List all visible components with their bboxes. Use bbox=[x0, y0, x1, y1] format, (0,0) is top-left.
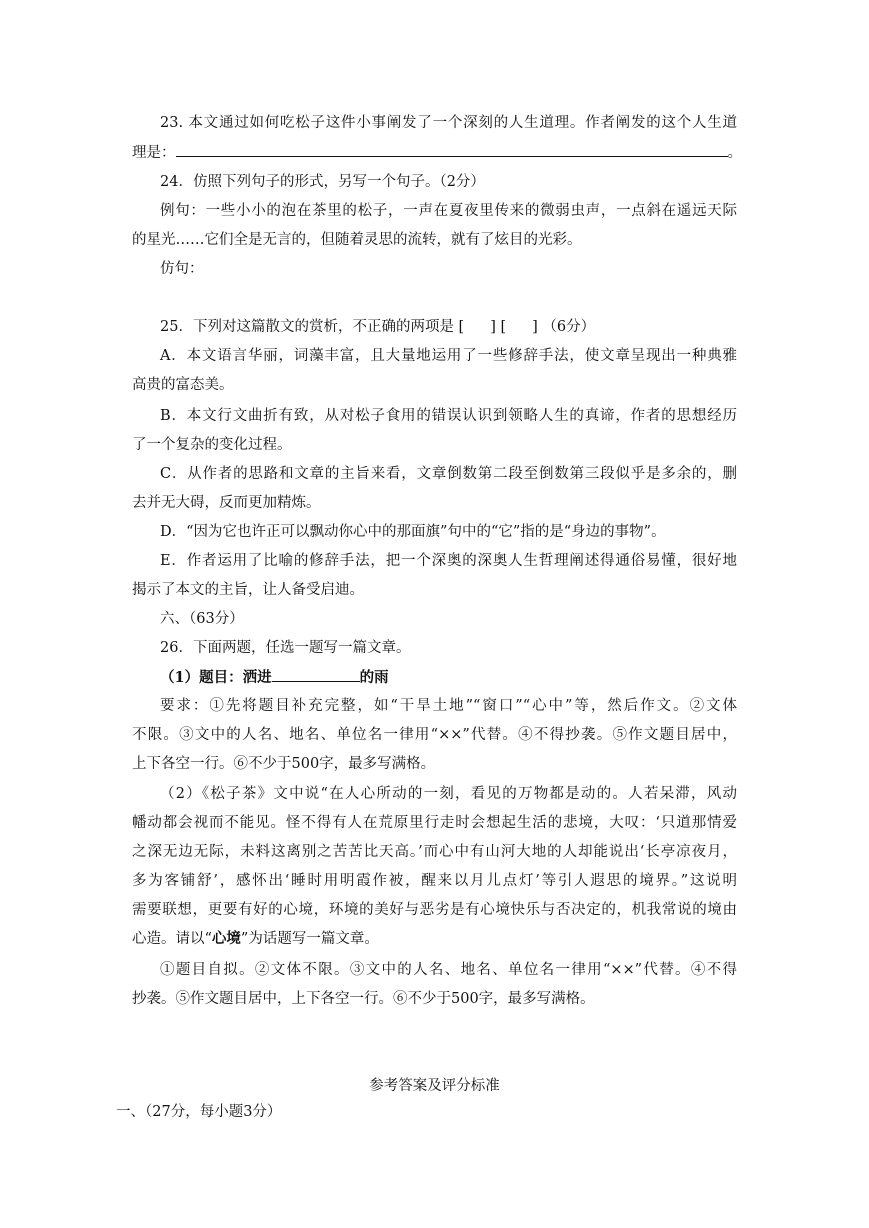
q25-option-c-line1: C．从作者的思路和文章的主旨来看，文章倒数第二段至倒数第三段似乎是多余的，删 bbox=[160, 466, 737, 482]
q26-req1-line1: 要求：①先将题目补充完整，如“干旱土地”“窗口”“心中”等，然后作文。②文体 bbox=[160, 698, 737, 714]
q25-option-e-line2: 揭示了本文的主旨，让人备受启迪。 bbox=[132, 582, 364, 598]
q26-topic2-line2: 幡动都会视而不能见。怪不得有人在荒原里行走时会想起生活的悲境，大叹：‘只道那情爱 bbox=[132, 815, 737, 831]
q26-topic2-line5: 需要联想，更要有好的心境，环境的美好与恶劣是有心境快乐与否决定的，机我常说的境由 bbox=[132, 902, 737, 918]
q25-option-a-line1: A．本文语言华丽，词藻丰富，且大量地运用了一些修辞手法，使文章呈现出一种典雅 bbox=[160, 348, 737, 364]
q26-topic2-line1: （2）《松子茶》文中说“在人心所动的一刻，看见的万物都是动的。人若呆滞，风动 bbox=[160, 786, 737, 802]
q23-answer-blank[interactable] bbox=[176, 142, 728, 157]
q25-option-d: D．“因为它也许正可以飘动你心中的那面旗”句中的“它”指的是“身边的事物”。 bbox=[160, 524, 666, 540]
q26-req1-line2: 不限。③文中的人名、地名、单位名一律用“××”代替。④不得抄袭。⑤作文题目居中， bbox=[132, 727, 737, 743]
q26-topic1-prefix: （1）题目：洒进 bbox=[160, 669, 272, 686]
q23-line1: 23. 本文通过如何吃松子这件小事阐发了一个深刻的人生道理。作者阐发的这个人生道 bbox=[160, 115, 737, 131]
section6-heading: 六、（63分） bbox=[160, 611, 244, 627]
q26-stem: 26．下面两题，任选一题写一篇文章。 bbox=[160, 640, 411, 656]
q26-topic2-line3: 之深无边无际，未料这离别之苦苦比天高。’而心中有山河大地的人却能说出‘长亭凉夜月， bbox=[132, 844, 737, 860]
q26-topic2-line4: 多为客铺舒’，感怀出‘睡时用明霞作被，醒来以月儿点灯’等引人遐思的境界。”这说明 bbox=[132, 873, 737, 889]
answers-part1: 一、（27分，每小题3分） bbox=[116, 1104, 282, 1120]
q25-stem-mid: ] [ bbox=[490, 319, 507, 335]
q25-stem bbox=[160, 317, 737, 337]
q24-stem: 24．仿照下列句子的形式，另写一个句子。（2分） bbox=[160, 174, 485, 190]
q26-topic2-prefix: 心造。请以“ bbox=[132, 931, 212, 947]
q26-topic2-line6 bbox=[132, 929, 737, 949]
q25-option-b-line1: B．本文行文曲折有致，从对松子食用的错误认识到领略人生的真谛，作者的思想经历 bbox=[160, 408, 737, 424]
q26-req2-line2: 抄袭。⑤作文题目居中，上下各空一行。⑥不少于500字，最多写满格。 bbox=[132, 991, 595, 1007]
q24-example-line2: 的星光……它们全是无言的，但随着灵思的流转，就有了炫目的光彩。 bbox=[132, 232, 582, 248]
q26-req1-line3: 上下各空一行。⑥不少于500字，最多写满格。 bbox=[132, 756, 436, 772]
q26-topic2-suffix: ”为话题写一篇文章。 bbox=[240, 931, 379, 947]
q23-answer-label: 理是： bbox=[132, 145, 176, 161]
q25-option-b-line2: 了一个复杂的变化过程。 bbox=[132, 437, 292, 453]
q25-option-a-line2: 高贵的富态美。 bbox=[132, 377, 234, 393]
q26-topic1-title bbox=[160, 667, 737, 688]
q24-imitate-label: 仿句： bbox=[160, 261, 204, 277]
q26-topic2-keyword: 心境 bbox=[211, 930, 241, 947]
q23-period: 。 bbox=[727, 145, 742, 161]
q26-topic1-blank[interactable] bbox=[272, 667, 360, 682]
q24-example-line1: 例句：一些小小的泡在茶里的松子，一声在夏夜里传来的微弱虫声，一点斜在遥远天际 bbox=[160, 203, 737, 219]
q23-line2 bbox=[132, 142, 742, 163]
q26-topic1-suffix: 的雨 bbox=[359, 669, 389, 686]
q25-stem-text: 25．下列对这篇散文的赏析，不正确的两项是 [ bbox=[160, 319, 465, 335]
answers-title: 参考答案及评分标准 bbox=[369, 1078, 500, 1094]
q25-option-e-line1: E．作者运用了比喻的修辞手法，把一个深奥的深奥人生哲理阐述得通俗易懂，很好地 bbox=[160, 553, 737, 569]
q25-stem-score: ] （6分） bbox=[532, 319, 596, 335]
q26-req2-line1: ①题目自拟。②文体不限。③文中的人名、地名、单位名一律用“××”代替。④不得 bbox=[160, 962, 737, 978]
q25-option-c-line2: 去并无大碍，反而更加精炼。 bbox=[132, 495, 321, 511]
